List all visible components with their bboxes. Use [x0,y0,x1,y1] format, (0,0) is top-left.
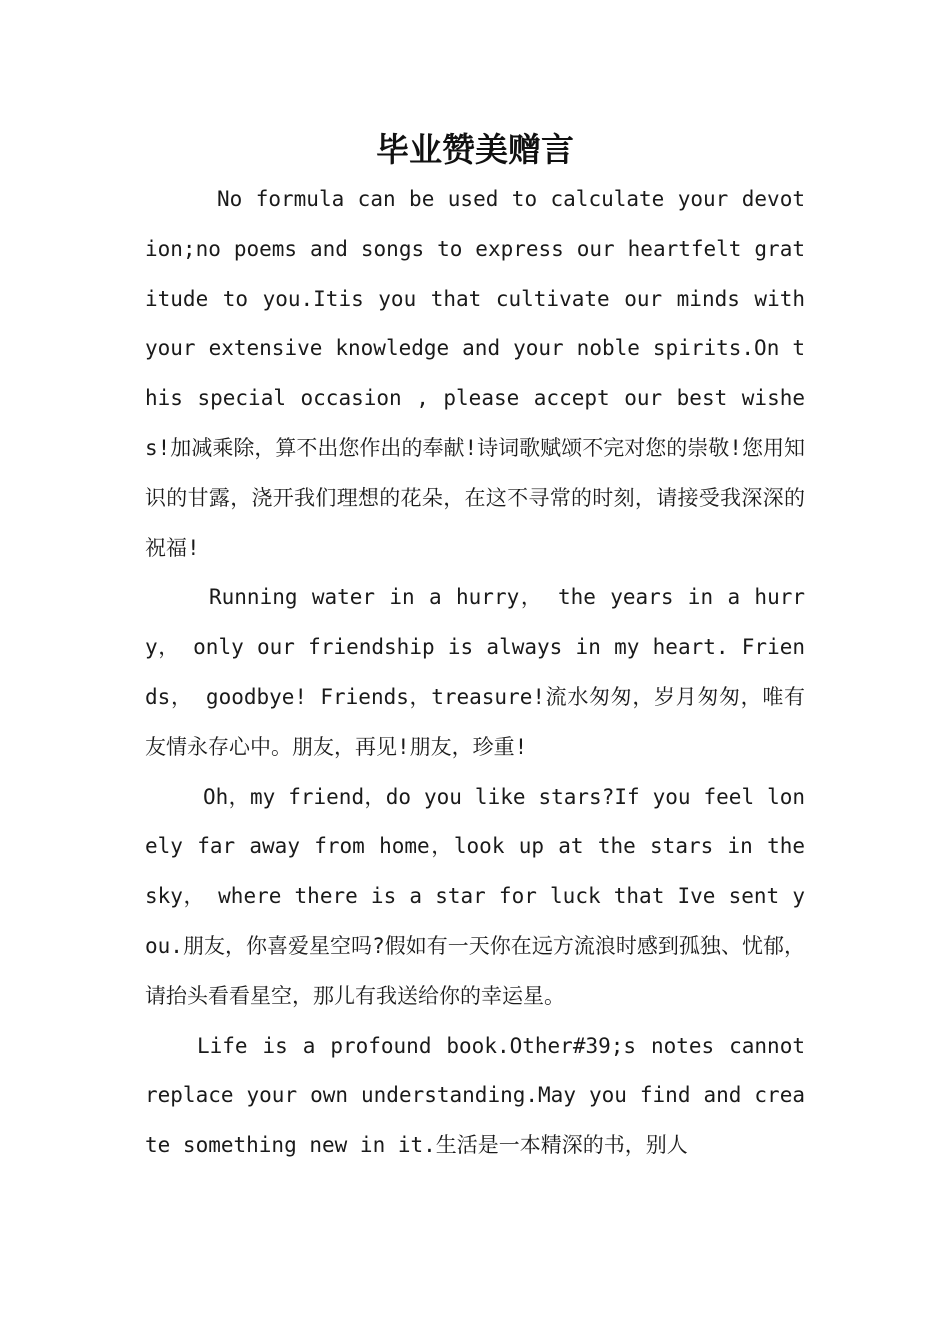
document-body [145,175,805,1171]
paragraph-life-book: Life is a profound book.Other#39;s notes cannot replace your own understanding.May you find and create something new in it.生活是一本精深的书，别人 [145,1033,805,1158]
paragraph-devotion: No formula can be used to calculate your devotion;no poems and songs to express our heartfelt gratitude to you.Itis you that cultivate our minds with your extensive knowledge and your noble spirits.On this special occasion , please accept our best wishes!加减乘除，算不出您作出的奉献!诗词歌赋颂不完对您的崇敬!您用知识的甘露，浇开我们理想的花朵，在这不寻常的时刻，请接受我深深的祝福! [145,187,805,560]
paragraph-friendship: Running water in a hurry， the years in a hurry， only our friendship is always in my heart. Friends， goodbye! Friends，treasure!流水匆匆，岁月匆匆，唯有友情永存心中。朋友，再见!朋友，珍重! [145,585,805,759]
document-title: 毕业赞美赠言 [376,130,574,169]
paragraph-stars: Oh，my friend，do you like stars?If you feel lonely far away from home，look up at the stars in the sky， where there is a star for luck that Ive sent you.朋友，你喜爱星空吗?假如有一天你在远方流浪时感到孤独、忧郁，请抬头看看星空，那儿有我送给你的幸运星。 [145,784,805,1008]
